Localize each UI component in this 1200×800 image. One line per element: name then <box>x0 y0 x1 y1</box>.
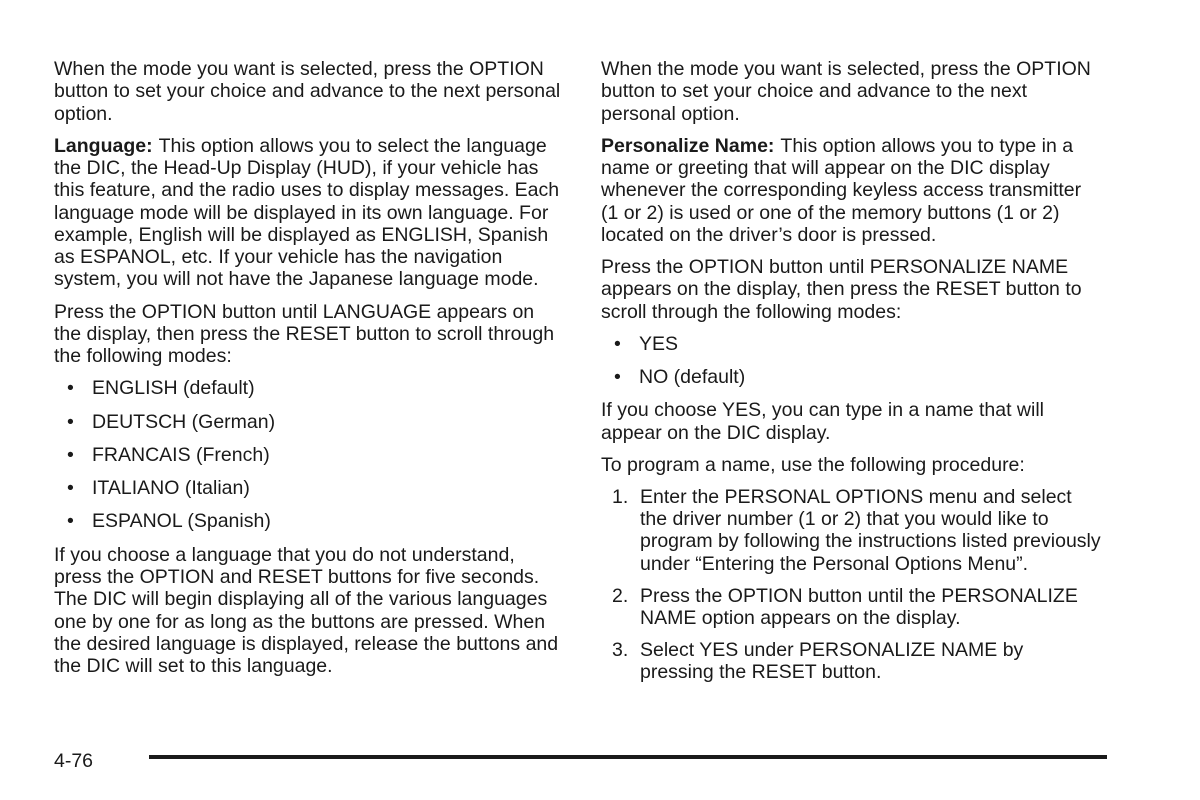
list-item: • ITALIANO (Italian) <box>54 477 566 499</box>
personalize-press-instruction: Press the OPTION button until PERSONALIZE NAME appears on the display, then press the RESET button to scroll through the following modes: <box>601 255 1082 323</box>
list-item: • FRANCAIS (French) <box>54 444 566 466</box>
list-item: • YES <box>601 333 1101 355</box>
language-paragraph <box>54 135 566 291</box>
procedure-step <box>601 639 1101 684</box>
list-item: • DEUTSCH (German) <box>54 411 566 433</box>
list-item: • ESPANOL (Spanish) <box>54 510 566 532</box>
page-number: 4-76 <box>54 750 94 772</box>
language-mode-list <box>54 377 566 532</box>
list-item: • ENGLISH (default) <box>54 377 566 399</box>
language-press-instruction: Press the OPTION button until LANGUAGE appears on the display, then press the RESET button to scroll through the following modes: <box>54 300 555 368</box>
personalize-name-term: Personalize Name: <box>601 134 775 157</box>
right-intro-paragraph: When the mode you want is selected, press the OPTION button to set your choice and advance to the next personal option. <box>601 58 1091 125</box>
left-intro-paragraph: When the mode you want is selected, press the OPTION button to set your choice and advance to the next personal option. <box>54 58 561 125</box>
step-text: Enter the PERSONAL OPTIONS menu and select the driver number (1 or 2) that you would like to program by following the instructions listed previously under “Entering the Personal Options Menu”. <box>640 485 1101 575</box>
left-column <box>54 58 566 687</box>
footer-rule <box>149 755 1107 759</box>
procedure-steps <box>601 486 1101 684</box>
procedure-step <box>601 585 1101 630</box>
step-number: 3. <box>612 639 629 662</box>
personalize-name-description: This option allows you to type in a name or greeting that will appear on the DIC display whenever the corresponding keyless access transmitter (1 or 2) is used or one of the memory buttons (1 or 2) located on the driver’s door is pressed. <box>601 134 1082 246</box>
step-number: 1. <box>612 485 629 508</box>
yes-note: If you choose YES, you can type in a name that will appear on the DIC display. <box>601 399 1044 444</box>
step-text: Press the OPTION button until the PERSONALIZE NAME option appears on the display. <box>640 584 1078 630</box>
language-description: This option allows you to select the language the DIC, the Head-Up Display (HUD), if your vehicle has this feature, and the radio uses to display messages. Each language mode will be displayed in its own language. For example, English will be displayed as ENGLISH, Spanish as ESPANOL, etc. If your vehicle has the navigation system, you will not have the Japanese language mode. <box>54 134 560 291</box>
right-column <box>601 58 1101 694</box>
personalize-mode-list <box>601 333 1101 389</box>
language-reset-note: If you choose a language that you do not understand, press the OPTION and RESET buttons for five seconds. The DIC will begin displaying all of the various languages one by one for as long as the buttons are pressed. When the desired language is displayed, release the buttons and the DIC will set to this language. <box>54 543 559 678</box>
language-term: Language: <box>54 134 153 157</box>
personalize-name-paragraph <box>601 135 1101 246</box>
step-number: 2. <box>612 584 629 607</box>
list-item: • NO (default) <box>601 366 1101 388</box>
procedure-step <box>601 486 1101 575</box>
procedure-intro: To program a name, use the following procedure: <box>601 453 1025 476</box>
step-text: Select YES under PERSONALIZE NAME by pressing the RESET button. <box>640 639 1024 684</box>
